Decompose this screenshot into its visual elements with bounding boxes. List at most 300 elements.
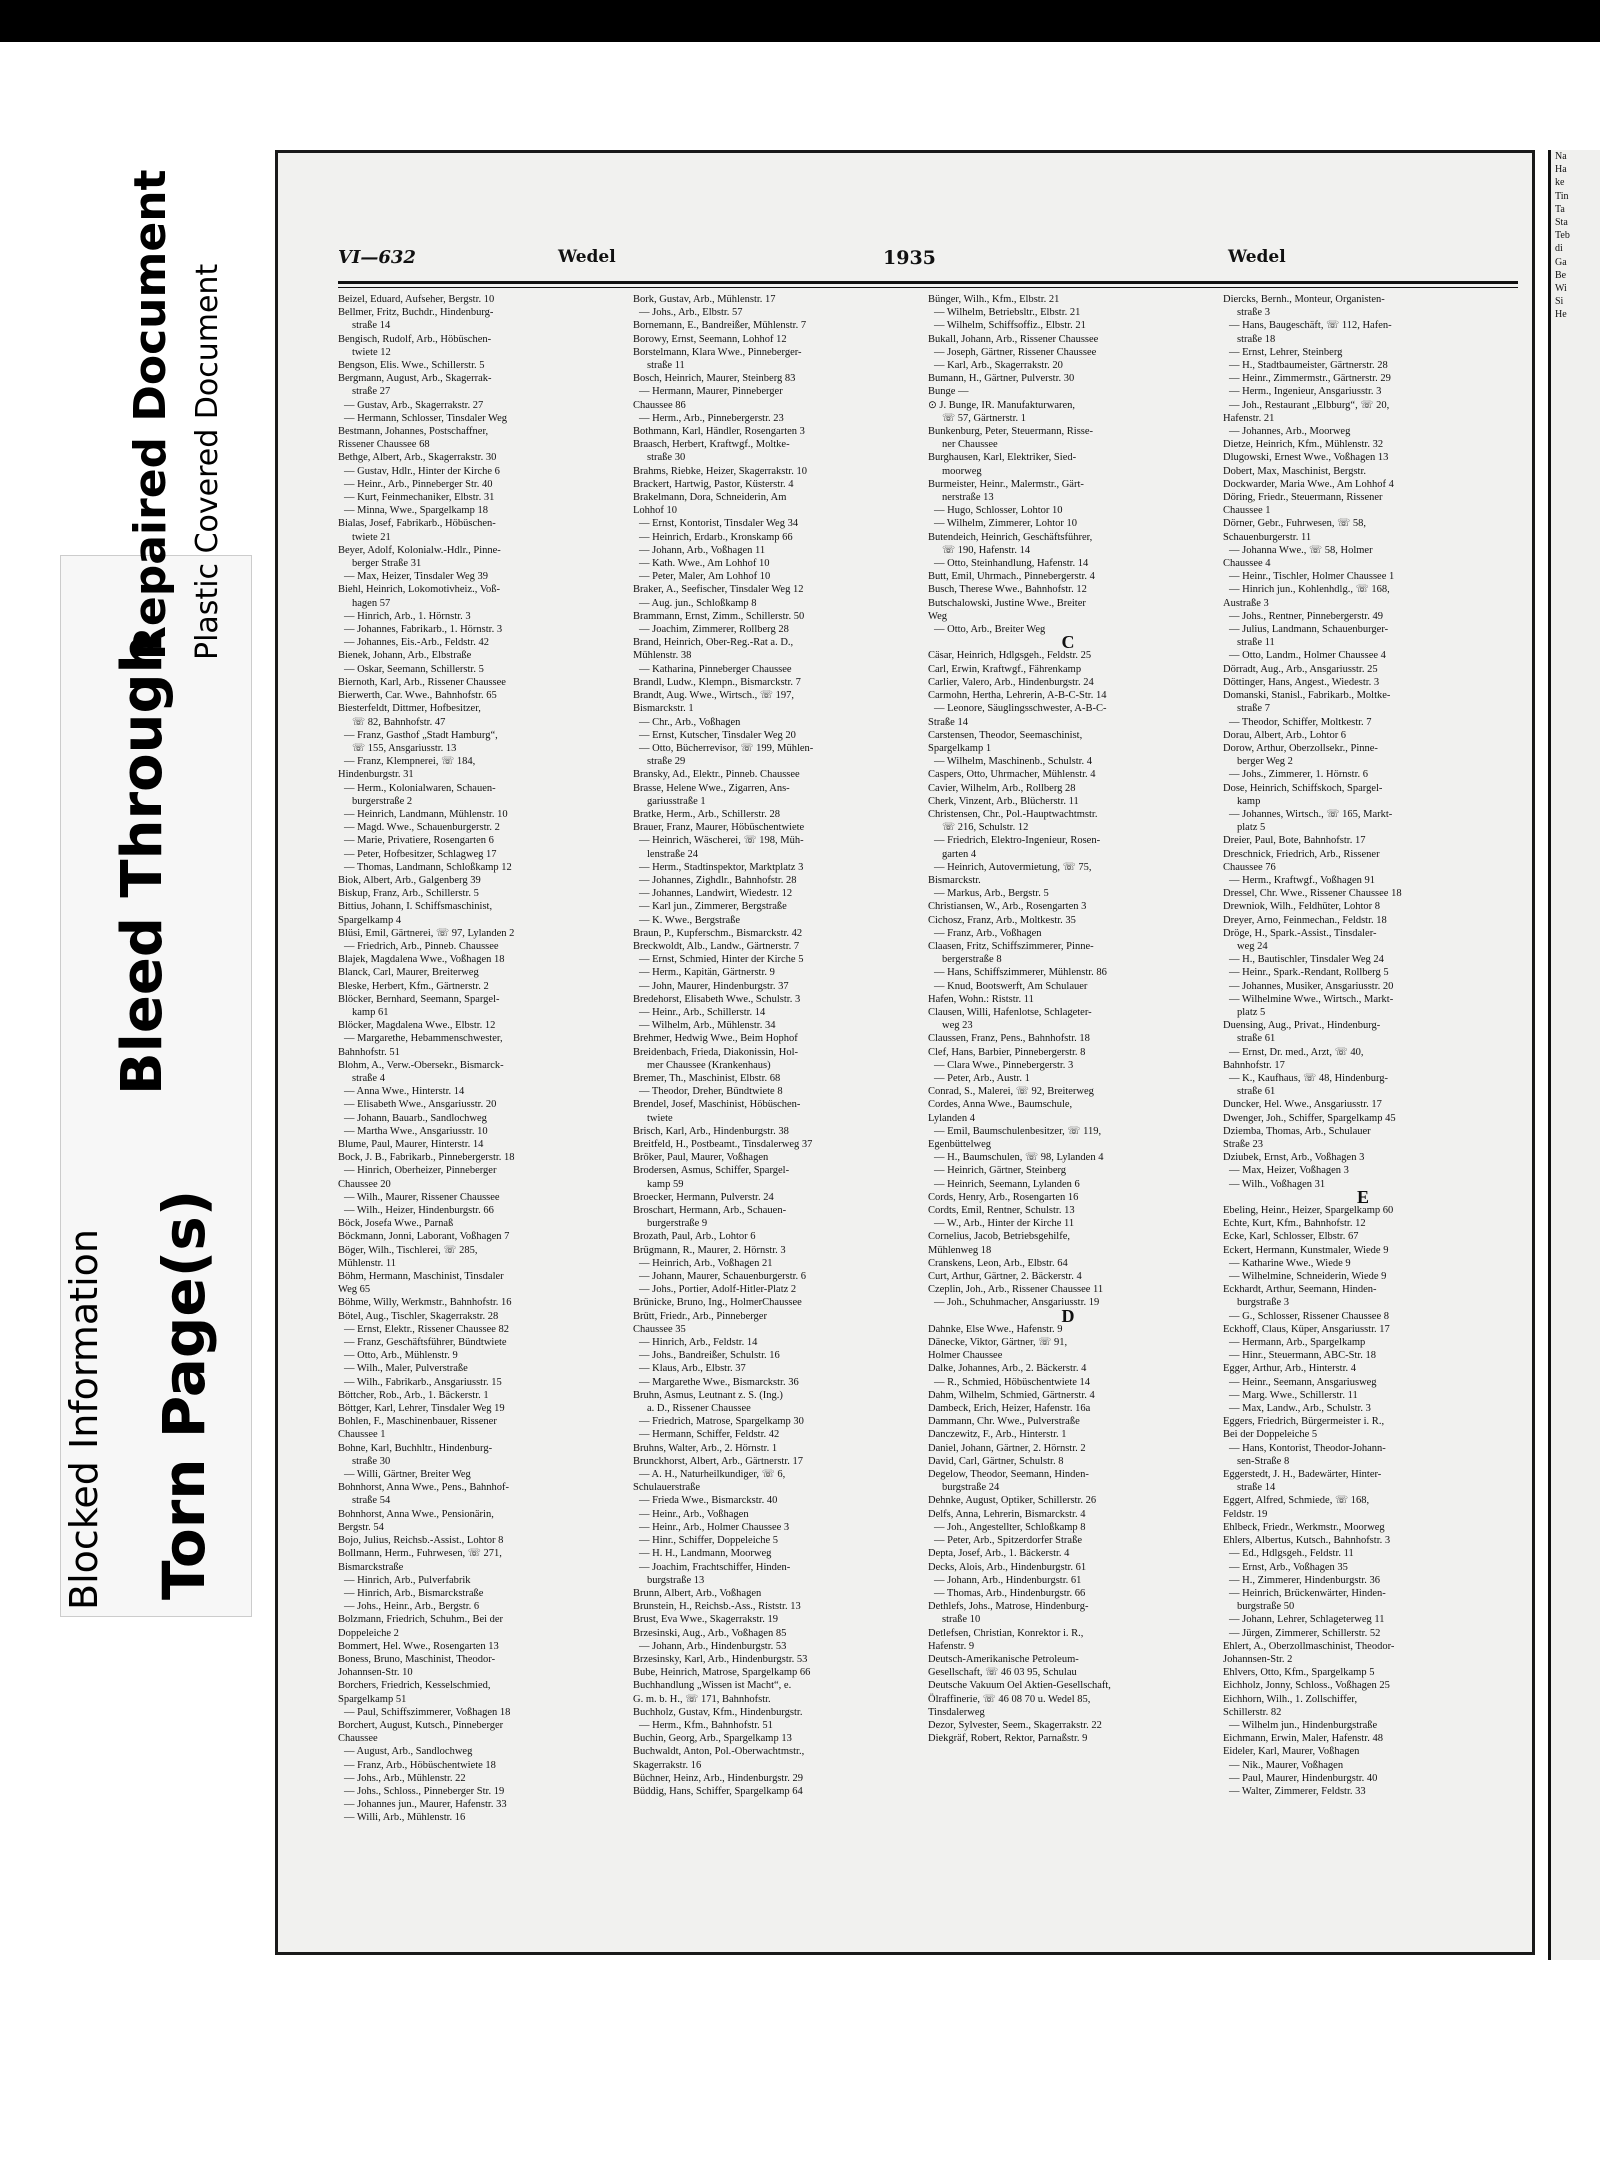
directory-entry: Eichholz, Jonny, Schloss., Voßhagen 25 [1223,1680,1390,1692]
directory-entry: — Ernst, Kutscher, Tinsdaler Weg 20 [639,729,796,741]
directory-entry: — Franz, Geschäftsführer, Bündtwiete [344,1337,507,1349]
directory-entry: Blanck, Carl, Maurer, Breiterweg [338,967,479,979]
directory-entry: Borchers, Friedrich, Kesselschmied, [338,1680,491,1692]
directory-entry: straße 54 [352,1495,391,1507]
directory-entry: — Ernst, Lehrer, Steinberg [1229,346,1343,358]
fragment-line: He [1555,309,1567,321]
directory-entry: — Nik., Maurer, Voßhagen [1229,1759,1344,1771]
directory-entry: — Magd. Wwe., Schauenburgerstr. 2 [344,822,500,834]
directory-entry: Bahnhofstr. 51 [338,1046,400,1058]
directory-entry: — Wilh., Heizer, Hindenburgstr. 66 [344,1205,494,1217]
directory-entry: Lohhof 10 [633,505,678,517]
directory-entry: — Heinrich, Wäscherei, ☏ 198, Müh- [639,835,804,847]
directory-entry: — Hans, Schiffszimmerer, Mühlenstr. 86 [934,967,1107,979]
directory-entry: Carl, Erwin, Kraftwgf., Fährenkamp [928,663,1082,675]
directory-entry: Duncker, Hel. Wwe., Ansgariusstr. 17 [1223,1099,1382,1111]
fragment-line: Sta [1555,217,1568,229]
directory-entry: burgstraße 50 [1237,1601,1295,1613]
directory-entry: Delfs, Anna, Lehrerin, Bismarckstr. 4 [928,1508,1086,1520]
header-year: 1935 [883,247,936,269]
directory-entry: — Frieda Wwe., Bismarckstr. 40 [639,1495,778,1507]
directory-entry: Bötel, Aug., Tischler, Skagerrakstr. 28 [338,1310,499,1322]
directory-entry: straße 7 [1237,703,1270,715]
directory-entry: — Heinr., Arb., Holmer Chaussee 3 [639,1521,790,1533]
directory-entry: — H., Bautischler, Tinsdaler Weg 24 [1229,954,1384,966]
directory-entry: — Margarethe, Hebammenschwester, [344,1033,503,1045]
directory-entry: Bosch, Heinrich, Maurer, Steinberg 83 [633,373,796,385]
directory-entry: — Martha Wwe., Ansgariusstr. 10 [344,1125,488,1137]
directory-entry: — Wilhelm, Zimmerer, Lohtor 10 [934,518,1078,530]
directory-entry: — Friedrich, Elektro-Ingenieur, Rosen- [934,835,1101,847]
directory-entry: — Joachim, Frachtschiffer, Hinden- [639,1561,791,1573]
directory-entry: Dietze, Heinrich, Kfm., Mühlenstr. 32 [1223,439,1384,451]
directory-entry: ☏ 82, Bahnhofstr. 47 [352,716,446,728]
directory-entry: — Gustav, Hdlr., Hinter der Kirche 6 [344,465,500,477]
directory-entry: gariusstraße 1 [647,795,706,807]
directory-entry: — Johann, Arb., Hindenburgstr. 53 [639,1640,787,1652]
directory-entry: Bismarckstr. [928,874,981,886]
directory-entry: weg 24 [1237,940,1268,952]
directory-entry: — Herm., Kfm., Bahnhofstr. 51 [639,1719,773,1731]
directory-entry: Austraße 3 [1223,597,1269,609]
directory-entry: Tinsdalerweg [928,1706,985,1718]
directory-entry: Chaussee [338,1733,378,1745]
side-label-panel [60,160,250,1610]
directory-entry: — Thomas, Arb., Hindenburgstr. 66 [934,1587,1086,1599]
directory-column-4 [1223,293,1503,1933]
directory-entry: — John, Maurer, Hindenburgstr. 37 [639,980,789,992]
directory-entry: Drewniok, Wilh., Feldhüter, Lohtor 8 [1223,901,1381,913]
directory-entry: Bornemann, E., Bandreißer, Mühlenstr. 7 [633,320,807,332]
directory-entry: Schauenburgerstr. 11 [1223,531,1312,543]
directory-entry: Bojo, Julius, Reichsb.-Assist., Lohtor 8 [338,1535,504,1547]
directory-entry: Brunstein, H., Reichsb.-Ass., Riststr. 13 [633,1601,801,1613]
directory-entry: Burmeister, Heinr., Malermstr., Gärt- [928,478,1084,490]
directory-entry: — Johannes, Wirtsch., ☏ 165, Markt- [1229,808,1393,820]
directory-entry: Ebeling, Heinr., Heizer, Spargelkamp 60 [1223,1205,1394,1217]
directory-entry: Caspers, Otto, Uhrmacher, Mühlenstr. 4 [928,769,1096,781]
directory-entry: — Walter, Zimmerer, Feldstr. 33 [1229,1785,1366,1797]
directory-entry: Dorow, Arthur, Oberzollsekr., Pinne- [1223,742,1378,754]
directory-entry: Böttger, Karl, Lehrer, Tinsdaler Weg 19 [338,1403,505,1415]
directory-entry: — Heinr., Arb., Voßhagen [639,1508,749,1520]
directory-entry: straße 3 [1237,307,1270,319]
directory-entry: Dambeck, Erich, Heizer, Hafenstr. 16a [928,1403,1091,1415]
directory-entry: David, Carl, Gärtner, Schulstr. 8 [928,1455,1064,1467]
directory-entry: Bienek, Johann, Arb., Elbstraße [338,650,472,662]
directory-entry: ⊙ J. Bunge, IR. Manufakturwaren, [928,399,1076,411]
directory-entry: Claussen, Franz, Pens., Bahnhofstr. 18 [928,1033,1090,1045]
directory-entry: Biskup, Franz, Arb., Schillerstr. 5 [338,888,479,900]
directory-entry: Bohnhorst, Anna Wwe., Pens., Bahnhof- [338,1482,509,1494]
directory-entry: — Johannes, Arb., Moorweg [1229,426,1351,438]
directory-entry: Straße 14 [928,716,968,728]
directory-entry: — Max, Heizer, Voßhagen 3 [1229,1165,1349,1177]
directory-entry: twiete 21 [352,531,391,543]
directory-entry: straße 4 [352,1072,385,1084]
directory-entry: — Hinrich, Arb., 1. Hörnstr. 3 [344,610,471,622]
directory-entry: Carmohn, Hertha, Lehrerin, A-B-C-Str. 14 [928,690,1107,702]
directory-entry: — Herm., Arb., Pinnebergerstr. 23 [639,412,784,424]
directory-entry: Bethge, Albert, Arb., Skagerrakstr. 30 [338,452,497,464]
directory-entry: Biehl, Heinrich, Lokomotivheiz., Voß- [338,584,501,596]
directory-entry: Bunkenburg, Peter, Steuermann, Risse- [928,426,1094,438]
page-number: VI—632 [338,247,416,268]
directory-entry: straße 11 [1237,637,1275,649]
header-town-right: Wedel [1228,247,1286,267]
directory-entry: Chaussee 4 [1223,558,1271,570]
directory-entry: — Otto, Arb., Mühlenstr. 9 [344,1350,458,1362]
directory-entry: Eckert, Hermann, Kunstmaler, Wiede 9 [1223,1244,1389,1256]
directory-entry: — Hinr., Steuermann, ABC-Str. 18 [1229,1350,1376,1362]
fragment-line: ke [1555,177,1565,189]
directory-entry: Feldstr. 19 [1223,1508,1268,1520]
directory-entry: Brakelmann, Dora, Schneiderin, Am [633,492,787,504]
directory-entry: Cranskens, Leon, Arb., Elbstr. 64 [928,1257,1068,1269]
directory-entry: Blajek, Magdalena Wwe., Voßhagen 18 [338,954,505,966]
directory-entry: Böckmann, Jonni, Laborant, Voßhagen 7 [338,1231,510,1243]
directory-entry: — Friedrich, Arb., Pinneb. Chaussee [344,940,499,952]
directory-entry: — Kath. Wwe., Am Lohhof 10 [639,558,770,570]
directory-entry: — Karl, Arb., Skagerrakstr. 20 [934,360,1063,372]
directory-entry: Brust, Eva Wwe., Skagerrakstr. 19 [633,1614,779,1626]
directory-entry: — Heinrich, Erdarb., Kronskamp 66 [639,531,793,543]
directory-entry: Butschalowski, Justine Wwe., Breiter [928,597,1086,609]
directory-entry: Böger, Wilh., Tischlerei, ☏ 285, [338,1244,478,1256]
directory-entry: Bismarckstr. 1 [633,703,694,715]
directory-entry: — Hinrich, Oberheizer, Pinneberger [344,1165,497,1177]
directory-entry: Mühlenstr. 11 [338,1257,396,1269]
directory-entry: Butendeich, Heinrich, Geschäftsführer, [928,531,1093,543]
label-repaired-document: Repaired Document [125,169,176,660]
directory-entry: Hafenstr. 21 [1223,412,1275,424]
directory-entry: Hindenburgstr. 31 [338,769,414,781]
directory-entry: Büchner, Heinz, Arb., Hindenburgstr. 29 [633,1772,803,1784]
directory-column-3 [928,293,1208,1933]
directory-entry: — Johs., Rentner, Pinnebergerstr. 49 [1229,610,1383,622]
directory-entry: twiete [647,1112,673,1124]
directory-entry: — Klaus, Arb., Elbstr. 37 [639,1363,746,1375]
directory-entry: platz 5 [1237,822,1266,834]
directory-entry: — H., Baumschulen, ☏ 98, Lylanden 4 [934,1152,1104,1164]
directory-entry: Cornelius, Jacob, Betriebsgehilfe, [928,1231,1071,1243]
directory-entry: — Heinrich, Gärtner, Steinberg [934,1165,1067,1177]
directory-entry: — Wilhelm, Arb., Mühlenstr. 34 [639,1020,776,1032]
directory-entry: — Thomas, Landmann, Schloßkamp 12 [344,861,512,873]
directory-entry: Diekgräf, Robert, Rektor, Parnaßstr. 9 [928,1733,1088,1745]
directory-entry: — Wilhelmine Wwe., Wirtsch., Markt- [1229,993,1394,1005]
directory-entry: Holmer Chaussee [928,1350,1003,1362]
directory-entry: — Theodor, Dreher, Bündtwiete 8 [639,1086,783,1098]
directory-entry: Bellmer, Fritz, Buchdr., Hindenburg- [338,307,494,319]
directory-entry: — Franz, Klempnerei, ☏ 184, [344,756,476,768]
directory-entry: burgerstraße 9 [647,1218,708,1230]
directory-entry: Brandl, Ludw., Klempn., Bismarckstr. 7 [633,676,801,688]
directory-entry: Cavier, Wilhelm, Arb., Rollberg 28 [928,782,1076,794]
directory-entry: Bremer, Th., Maschinist, Elbstr. 68 [633,1072,781,1084]
directory-entry: — Karl jun., Zimmerer, Bergstraße [639,901,787,913]
directory-entry: ☏ 216, Schulstr. 12 [942,822,1029,834]
directory-entry: Dörradt, Aug., Arb., Ansgariusstr. 25 [1223,663,1378,675]
directory-entry: Bukall, Johann, Arb., Rissener Chaussee [928,333,1099,345]
directory-entry: — Johannes, Eis.-Arb., Feldstr. 42 [344,637,489,649]
directory-entry: Brauer, Franz, Maurer, Höbüschentwiete [633,822,805,834]
directory-entry: Weg [928,610,947,622]
directory-entry: Bestmann, Johannes, Postschaffner, [338,426,489,438]
directory-entry: Dahm, Wilhelm, Schmied, Gärtnerstr. 4 [928,1389,1095,1401]
fragment-line: Si [1555,296,1564,308]
directory-entry: — Hinr., Schiffer, Doppeleiche 5 [639,1535,779,1547]
directory-entry: Boness, Bruno, Maschinist, Theodor- [338,1653,496,1665]
directory-entry: Straße 23 [1223,1139,1263,1150]
directory-entry: Dockwarder, Maria Wwe., Am Lohhof 4 [1223,478,1394,490]
directory-entry: — Wilhelm, Maschinenb., Schulstr. 4 [934,756,1093,768]
directory-entry: Brodersen, Asmus, Schiffer, Spargel- [633,1165,790,1177]
directory-entry: Weg 65 [338,1284,371,1296]
directory-entry: Bierwerth, Car. Wwe., Bahnhofstr. 65 [338,690,497,702]
directory-entry: Breitfeld, H., Postbeamt., Tinsdalerweg 37 [633,1139,813,1150]
directory-entry: Bransky, Ad., Elektr., Pinneb. Chaussee [633,769,800,781]
directory-entry: — Minna, Wwe., Spargelkamp 18 [344,505,488,517]
directory-entry: Beyer, Adolf, Kolonialw.-Hdlr., Pinne- [338,544,501,556]
directory-entry: — R., Schmied, Höbüschentwiete 14 [934,1376,1091,1388]
directory-entry: — Herm., Ingenieur, Ansgariusstr. 3 [1229,386,1382,398]
directory-entry: Dziemba, Thomas, Arb., Schulauer [1223,1125,1371,1137]
directory-entry: Cordes, Anna Wwe., Baumschule, [928,1099,1073,1111]
directory-entry: Brammann, Ernst, Zimm., Schillerstr. 50 [633,610,805,622]
directory-entry: — Johs., Bandreißer, Schulstr. 16 [639,1350,780,1362]
directory-entry: hagen 57 [352,597,391,609]
directory-entry: Buchhandlung „Wissen ist Macht“, e. [633,1680,792,1692]
directory-entry: kamp 59 [647,1178,684,1190]
directory-entry: Buchin, Georg, Arb., Spargelkamp 13 [633,1733,792,1745]
directory-entry: Skagerrakstr. 16 [633,1759,702,1771]
adjacent-page-fragment [1548,150,1600,1960]
directory-entry: — Ernst, Arb., Voßhagen 35 [1229,1561,1348,1573]
directory-entry: Degelow, Theodor, Seemann, Hinden- [928,1469,1089,1481]
section-letter: E [1356,1186,1369,1207]
page-header [338,241,1518,281]
directory-entry: Diercks, Bernh., Monteur, Organisten- [1223,294,1385,305]
directory-entry: — Heinr., Zimmermstr., Gärtnerstr. 29 [1229,373,1391,385]
directory-entry: — Herm., Kapitän, Gärtnerstr. 9 [639,967,775,979]
directory-columns [338,293,1518,1933]
directory-entry: — Johann, Maurer, Schauenburgerstr. 6 [639,1271,807,1283]
directory-entry: — Anna Wwe., Hinterstr. 14 [344,1086,465,1098]
section-letter: D [1061,1305,1075,1326]
directory-entry: Brahms, Riebke, Heizer, Skagerrakstr. 10 [633,465,807,477]
directory-entry: — Elisabeth Wwe., Ansgariusstr. 20 [344,1099,497,1111]
directory-entry: Bohne, Karl, Buchhltr., Hindenburg- [338,1442,493,1454]
directory-entry: Böttcher, Rob., Arb., 1. Bäckerstr. 1 [338,1389,489,1401]
directory-entry: — Peter, Arb., Spitzerdorfer Straße [934,1535,1082,1547]
directory-entry: Bengisch, Rudolf, Arb., Höbüschen- [338,333,492,345]
directory-entry: — Wilh., Fabrikarb., Ansgariusstr. 15 [344,1376,502,1388]
directory-entry: — Margarethe Wwe., Bismarckstr. 36 [639,1376,799,1388]
directory-entry: Gesellschaft, ☏ 46 03 95, Schulau [928,1667,1077,1679]
directory-entry: — Joh., Restaurant „Elbburg“, ☏ 20, [1229,399,1390,411]
directory-entry: — Hans, Kontorist, Theodor-Johann- [1229,1442,1386,1454]
directory-entry: Blöcker, Magdalena Wwe., Elbstr. 12 [338,1020,496,1032]
directory-entry: burgstraße 3 [1237,1297,1290,1309]
directory-entry: Clausen, Willi, Hafenlotse, Schlageter- [928,1006,1092,1018]
directory-entry: Mühlenweg 18 [928,1244,992,1256]
directory-entry: — Peter, Arb., Austr. 1 [934,1072,1030,1084]
directory-entry: Doppeleiche 2 [338,1627,399,1639]
directory-entry: Bolzmann, Friedrich, Schuhm., Bei der [338,1614,504,1626]
directory-entry: — K. Wwe., Bergstraße [639,914,741,926]
directory-entry: kamp 61 [352,1006,389,1018]
directory-entry: Christiansen, W., Arb., Rosengarten 3 [928,901,1087,913]
directory-entry: — Heinrich, Brückenwärter, Hinden- [1229,1587,1386,1599]
directory-entry: Czeplin, Joh., Arb., Rissener Chaussee 11 [928,1284,1104,1296]
directory-entry: straße 18 [1237,333,1276,345]
directory-page [275,150,1535,1955]
directory-entry: ☏ 155, Ansgariusstr. 13 [352,742,457,754]
directory-entry: kamp [1237,795,1261,807]
directory-entry: — Johann, Arb., Hindenburgstr. 61 [934,1574,1082,1586]
directory-entry: Daniel, Johann, Gärtner, 2. Hörnstr. 2 [928,1442,1086,1454]
directory-entry: Ehlert, A., Oberzollmaschinist, Theodor- [1223,1640,1395,1652]
directory-entry: a. D., Rissener Chaussee [647,1403,751,1415]
directory-entry: Eichmann, Erwin, Maler, Hafenstr. 48 [1223,1733,1383,1745]
directory-entry: garten 4 [942,848,977,860]
directory-entry: — Julius, Landmann, Schauenburger- [1229,624,1389,636]
directory-entry: — Theodor, Schiffer, Moltkestr. 7 [1229,716,1372,728]
directory-entry: Dehnke, August, Optiker, Schillerstr. 26 [928,1495,1097,1507]
directory-entry: Cords, Henry, Arb., Rosengarten 16 [928,1191,1079,1203]
directory-entry: Braker, A., Seefischer, Tinsdaler Weg 12 [633,584,804,596]
directory-entry: — Heinrich, Autovermietung, ☏ 75, [934,861,1092,873]
directory-entry: Lylanden 4 [928,1112,975,1124]
directory-entry: Brozath, Paul, Arb., Lohtor 6 [633,1231,756,1243]
directory-entry: — Franz, Arb., Voßhagen [934,927,1042,939]
directory-entry: Spargelkamp 51 [338,1693,407,1705]
directory-entry: Blume, Paul, Maurer, Hinterstr. 14 [338,1139,484,1150]
directory-entry: Brasse, Helene Wwe., Zigarren, Ans- [633,782,790,794]
directory-entry: Carlier, Valero, Arb., Hindenburgstr. 24 [928,676,1094,688]
directory-entry: — Oskar, Seemann, Schillerstr. 5 [344,663,484,675]
directory-entry: Busch, Therese Wwe., Bahnhofstr. 12 [928,584,1087,596]
directory-entry: — Wilh., Voßhagen 31 [1229,1178,1326,1190]
directory-entry: Bunge — [928,386,969,398]
directory-entry: Brütt, Friedr., Arb., Pinneberger [633,1310,767,1322]
directory-entry: Dalke, Johannes, Arb., 2. Bäckerstr. 4 [928,1363,1087,1375]
directory-entry: — Johs., Heinr., Arb., Bergstr. 6 [344,1601,480,1613]
directory-entry: Brügmann, R., Maurer, 2. Hörnstr. 3 [633,1244,786,1256]
fragment-line: Na [1555,151,1567,162]
directory-entry: — Wilhelm, Schiffsoffiz., Elbstr. 21 [934,320,1086,332]
directory-entry: Eckhoff, Claus, Küper, Ansgariusstr. 17 [1223,1323,1390,1335]
directory-entry: Dethlefs, Johs., Matrose, Hindenburg- [928,1601,1089,1613]
directory-entry: — Wilh., Maler, Pulverstraße [344,1363,468,1375]
directory-entry: — Hinrich, Arb., Pulverfabrik [344,1574,471,1586]
directory-column-2 [633,293,913,1933]
directory-entry: — Johs., Arb., Mühlenstr. 22 [344,1772,466,1784]
fragment-line: di [1555,243,1563,255]
directory-entry: Brünicke, Bruno, Ing., HolmerChaussee [633,1297,802,1309]
directory-entry: ☏ 57, Gärtnerstr. 1 [942,412,1026,424]
directory-entry: Schulauerstraße [633,1482,701,1494]
directory-entry: Dose, Heinrich, Schiffskoch, Spargel- [1223,782,1383,794]
directory-entry: — Paul, Schiffszimmerer, Voßhagen 18 [344,1706,511,1718]
directory-entry: — Max, Landw., Arb., Schulstr. 3 [1229,1403,1371,1415]
directory-entry: Braasch, Herbert, Kraftwgf., Moltke- [633,439,790,451]
directory-entry: Ehlvers, Otto, Kfm., Spargelkamp 5 [1223,1667,1375,1679]
directory-entry: bergerstraße 8 [942,954,1002,966]
directory-entry: Döring, Friedr., Steuermann, Rissener [1223,492,1383,504]
fragment-line: Wi [1555,283,1567,295]
directory-entry: Deutsch-Amerikanische Petroleum- [928,1653,1079,1665]
fragment-line: Ha [1555,164,1567,176]
directory-entry: — Hermann, Maurer, Pinneberger [639,386,783,398]
directory-entry: — Hermann, Schiffer, Feldstr. 42 [639,1429,780,1441]
directory-entry: — Ed., Hdlgsgeh., Feldstr. 11 [1229,1548,1354,1560]
directory-entry: platz 5 [1237,1006,1266,1018]
directory-entry: — Peter, Hofbesitzer, Schlagweg 17 [344,848,497,860]
directory-entry: Eggers, Friedrich, Bürgermeister i. R., [1223,1416,1385,1428]
directory-entry: — Johannes, Landwirt, Wiedestr. 12 [639,888,793,900]
directory-entry: Borstelmann, Klara Wwe., Pinneberger- [633,346,802,358]
directory-entry: — Johs., Arb., Elbstr. 57 [639,307,743,319]
directory-entry: Mühlenstr. 38 [633,650,692,662]
directory-entry: Curt, Arthur, Gärtner, 2. Bäckerstr. 4 [928,1271,1082,1283]
directory-entry: — Willi, Arb., Mühlenstr. 16 [344,1812,466,1824]
directory-entry: Cäsar, Heinrich, Hdlgsgeh., Feldstr. 25 [928,650,1092,662]
directory-entry: Bube, Heinrich, Matrose, Spargelkamp 66 [633,1667,811,1679]
directory-entry: Böhme, Willy, Werkmstr., Bahnhofstr. 16 [338,1297,512,1309]
directory-entry: Dörner, Gebr., Fuhrwesen, ☏ 58, [1223,518,1367,530]
label-blocked-information: Blocked Information [62,1229,106,1610]
directory-entry: Schillerstr. 82 [1223,1706,1282,1718]
directory-entry: Ehlers, Albertus, Kutsch., Bahnhofstr. 3 [1223,1535,1391,1547]
directory-entry: — Johannes, Zighdlr., Bahnhofstr. 28 [639,874,797,886]
directory-entry: Chaussee 35 [633,1323,686,1335]
directory-entry: — Franz, Arb., Höbüschentwiete 18 [344,1759,496,1771]
fragment-line: Teb [1555,230,1570,242]
directory-entry: — Heinrich, Arb., Voßhagen 21 [639,1257,773,1269]
directory-entry: Bergmann, August, Arb., Skagerrak- [338,373,492,385]
directory-entry: — Johann, Bauarb., Sandlochweg [344,1112,487,1124]
directory-entry: Dlugowski, Ernest Wwe., Voßhagen 13 [1223,452,1389,464]
fragment-line: Ta [1555,203,1565,215]
directory-entry: Danczewitz, F., Arb., Hinterstr. 1 [928,1429,1067,1441]
directory-entry: — Markus, Arb., Bergstr. 5 [934,888,1049,900]
directory-entry: Detlefsen, Christian, Konrektor i. R., [928,1627,1084,1639]
directory-entry: Conrad, S., Malerei, ☏ 92, Breiterweg [928,1086,1094,1098]
directory-entry: straße 14 [1237,1482,1276,1494]
directory-entry: — Wilhelm, Betriebsltr., Elbstr. 21 [934,307,1081,319]
directory-entry: Brunn, Albert, Arb., Voßhagen [633,1587,762,1599]
fragment-line: Be [1555,269,1567,281]
directory-entry: Bothmann, Karl, Händler, Rosengarten 3 [633,426,805,438]
directory-entry: — Heinrich, Landmann, Mühlenstr. 10 [344,808,508,820]
directory-entry: — August, Arb., Sandlochweg [344,1746,473,1758]
directory-entry: moorweg [942,465,982,477]
directory-entry: Brehmer, Hedwig Wwe., Beim Hophof [633,1033,798,1045]
directory-entry: Rissener Chaussee 68 [338,439,430,451]
bottom-band [0,1985,1600,2177]
directory-entry: — Johannes, Musiker, Ansgariusstr. 20 [1229,980,1394,992]
directory-entry: Blüsi, Emil, Gärtnerei, ☏ 97, Lylanden 2 [338,927,515,939]
directory-entry: — Max, Heizer, Tinsdaler Weg 39 [344,571,489,583]
directory-entry: Echte, Kurt, Kfm., Bahnhofstr. 12 [1223,1218,1366,1230]
directory-entry: Bengson, Elis. Wwe., Schillerstr. 5 [338,360,485,372]
directory-entry: — Wilhelm jun., Hindenburgstraße [1229,1719,1378,1731]
directory-entry: Dänecke, Viktor, Gärtner, ☏ 91, [928,1337,1068,1349]
directory-entry: — K., Kaufhaus, ☏ 48, Hindenburg- [1229,1072,1389,1084]
directory-entry: Dwenger, Joh., Schiffer, Spargelkamp 45 [1223,1112,1396,1124]
